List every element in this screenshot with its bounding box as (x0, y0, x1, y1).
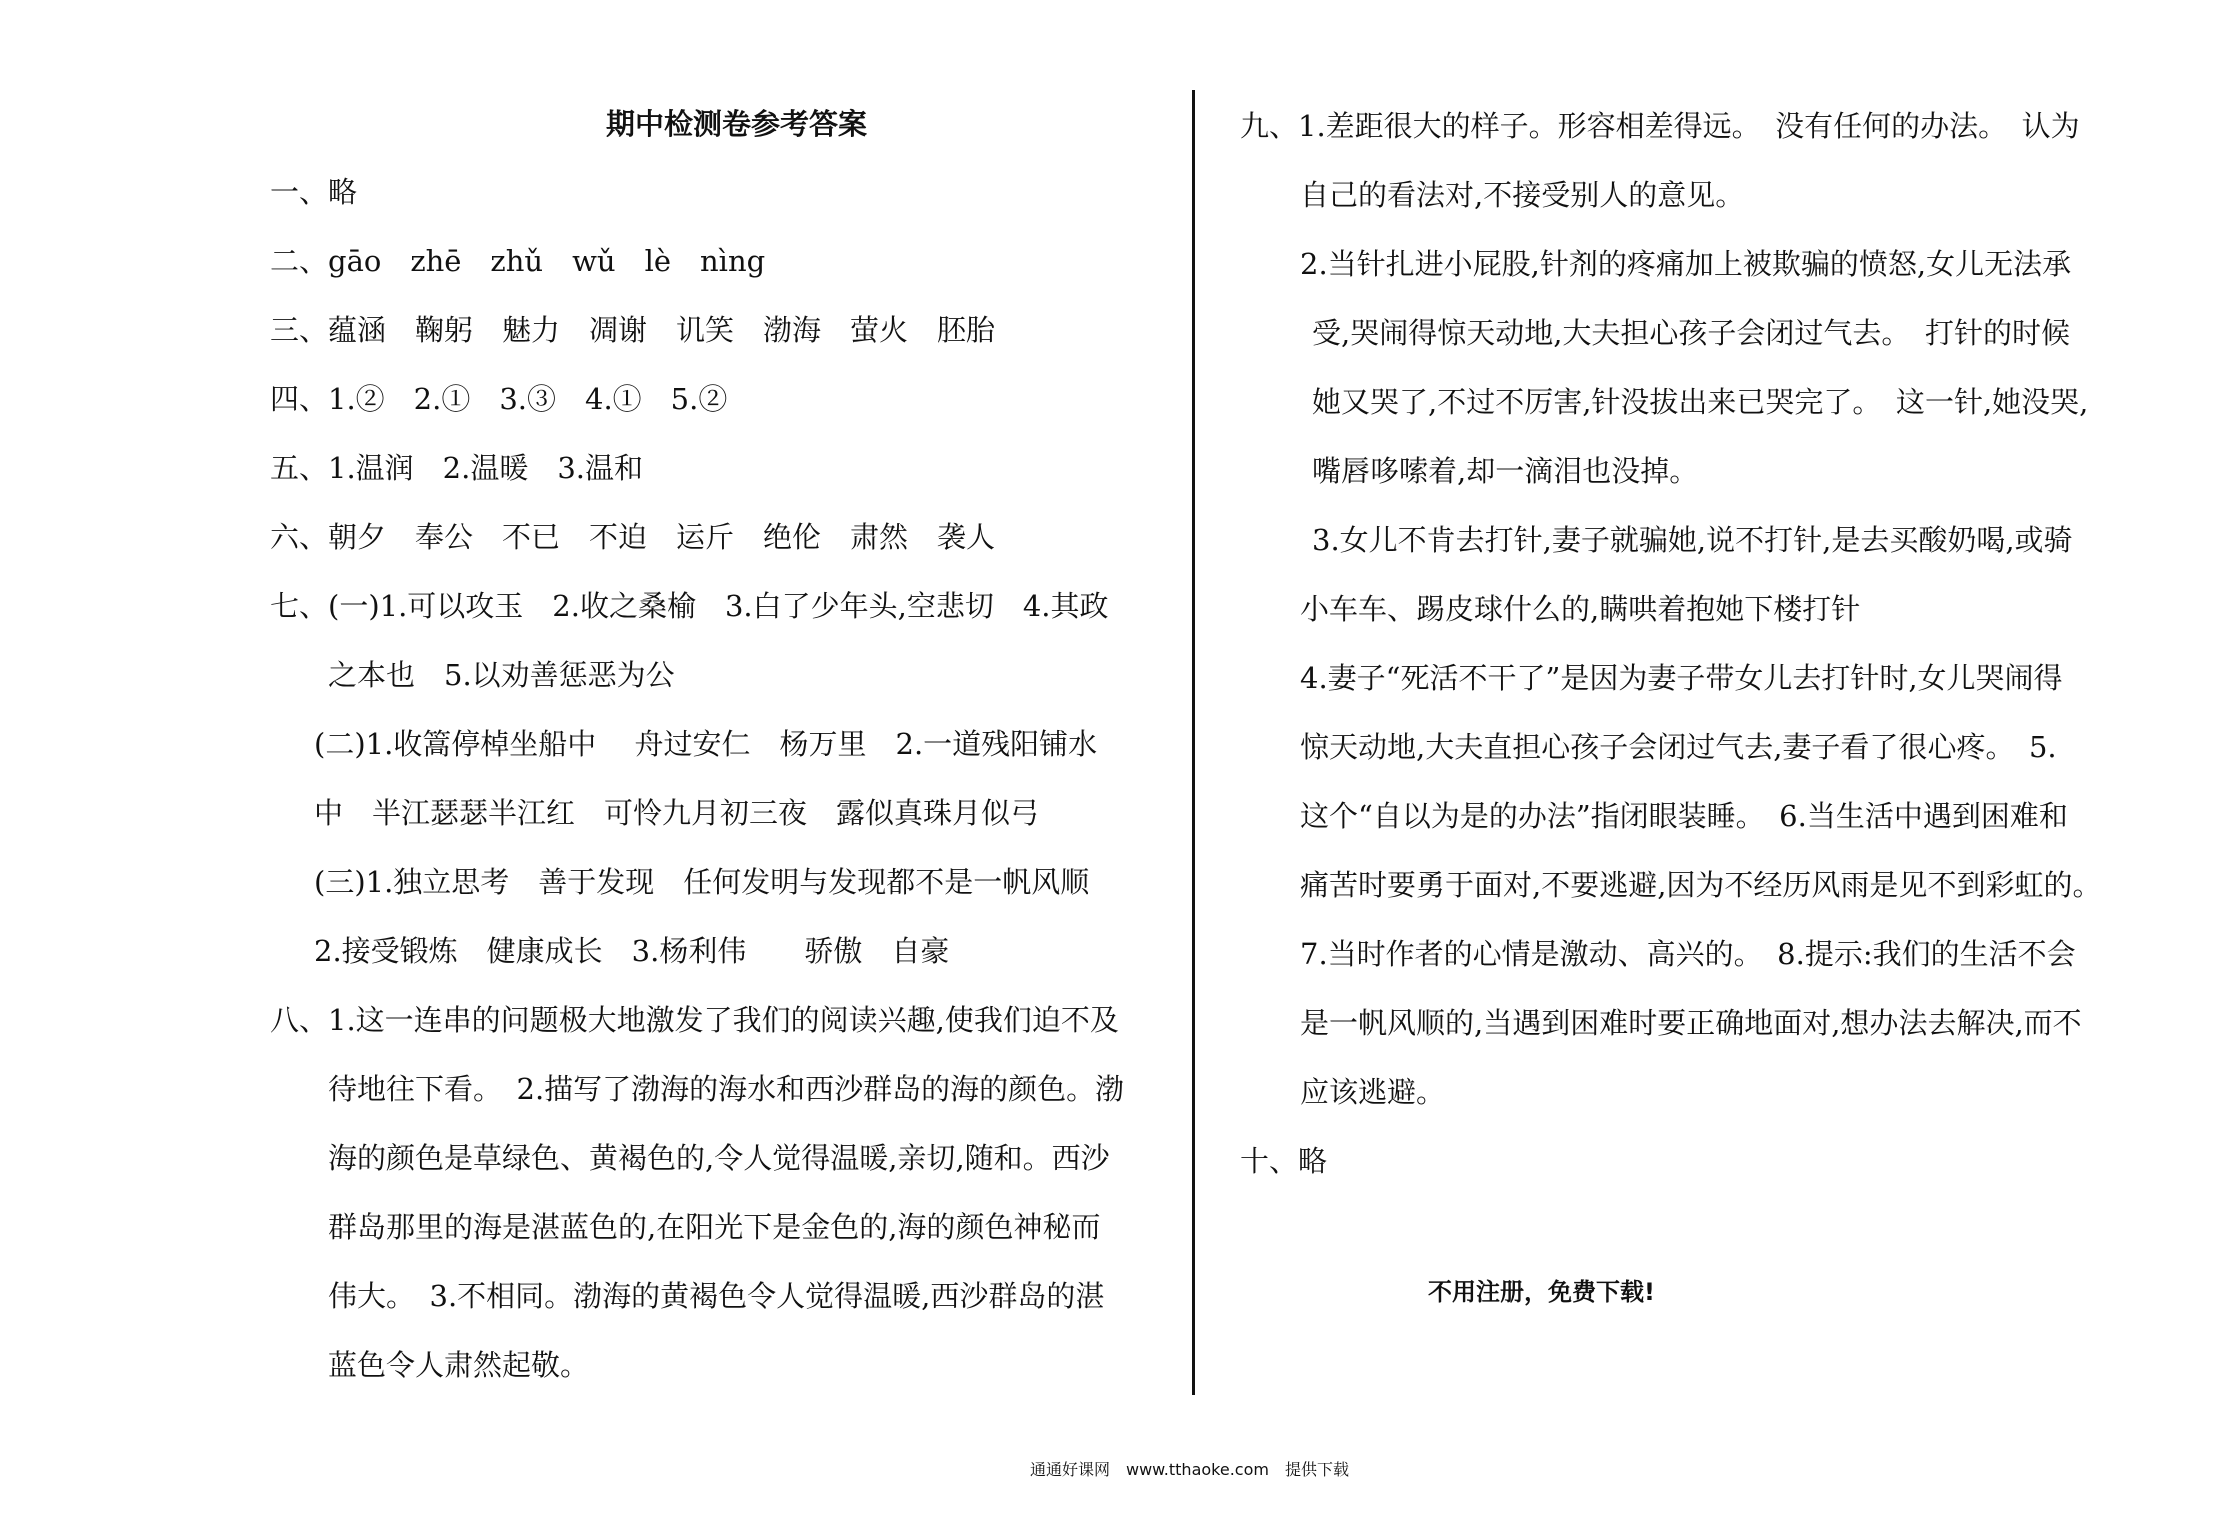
answer-line-7-cont: 之本也 5.以劝善惩恶为公 (328, 658, 675, 692)
answer-line-8-cont-1: 待地往下看。 2.描写了渤海的海水和西沙群岛的海的颜色。渤 (328, 1072, 1125, 1106)
answer-line-6: 六、朝夕 奉公 不已 不迫 运斤 绝伦 肃然 袭人 (270, 520, 996, 554)
answer-line-9: 九、1.差距很大的样子。形容相差得远。 没有任何的办法。 认为 (1240, 109, 2080, 143)
answer-line-9-4-cont: 惊天动地,大夫直担心孩子会闭过气去,妻子看了很心疼。 5. (1300, 730, 2057, 764)
answer-line-8-cont-3: 群岛那里的海是湛蓝色的,在阳光下是金色的,海的颜色神秘而 (328, 1210, 1101, 1244)
answer-line-9-3: 3.女儿不肯去打针,妻子就骗她,说不打针,是去买酸奶喝,或骑 (1312, 523, 2073, 557)
answer-line-9-2: 2.当针扎进小屁股,针剂的疼痛加上被欺骗的愤怒,女儿无法承 (1300, 247, 2072, 281)
answer-line-9-8-cont: 应该逃避。 (1300, 1075, 1446, 1109)
answer-line-9-2-cont-3: 嘴唇哆嗦着,却一滴泪也没掉。 (1312, 454, 1699, 488)
answer-line-7-2-cont: 中 半江瑟瑟半江红 可怜九月初三夜 露似真珠月似弓 (314, 796, 1040, 830)
column-divider (1192, 90, 1195, 1395)
answer-line-9-8: 是一帆风顺的,当遇到困难时要正确地面对,想办法去解决,而不 (1300, 1006, 2082, 1040)
answer-line-8-cont-4: 伟大。 3.不相同。渤海的黄褐色令人觉得温暖,西沙群岛的湛 (328, 1279, 1105, 1313)
answer-line-9-3-cont: 小车车、踢皮球什么的,瞒哄着抱她下楼打针 (1300, 592, 1861, 626)
answer-line-9-7: 7.当时作者的心情是激动、高兴的。 8.提示:我们的生活不会 (1300, 937, 2076, 971)
answer-line-2: 二、gāo zhē zhǔ wǔ lè nìng (270, 244, 766, 278)
answer-line-4: 四、1.② 2.① 3.③ 4.① 5.② (270, 382, 728, 416)
answer-line-7-3-cont: 2.接受锻炼 健康成长 3.杨利伟 骄傲 自豪 (314, 934, 950, 968)
answer-line-8-cont-2: 海的颜色是草绿色、黄褐色的,令人觉得温暖,亲切,随和。西沙 (328, 1141, 1110, 1175)
answer-line-3: 三、蕴涵 鞠躬 魅力 凋谢 讥笑 渤海 萤火 胚胎 (270, 313, 996, 347)
answer-line-7-2: (二)1.收篙停棹坐船中 舟过安仁 杨万里 2.一道残阳铺水 (314, 727, 1098, 761)
page-footer: 通通好课网 www.tthaoke.com 提供下载 (1030, 1460, 1349, 1479)
download-note: 不用注册，免费下载! (1428, 1278, 1655, 1306)
answer-line-9-cont: 自己的看法对,不接受别人的意见。 (1300, 178, 1745, 212)
answer-line-1: 一、略 (270, 175, 358, 209)
answer-line-7-3: (三)1.独立思考 善于发现 任何发明与发现都不是一帆风顺 (314, 865, 1090, 899)
answer-line-9-2-cont-2: 她又哭了,不过不厉害,针没拔出来已哭完了。 这一针,她没哭, (1312, 385, 2089, 419)
answer-line-10: 十、略 (1240, 1144, 1328, 1178)
answer-line-8-cont-5: 蓝色令人肃然起敬。 (328, 1348, 590, 1382)
answer-line-7: 七、(一)1.可以攻玉 2.收之桑榆 3.白了少年头,空悲切 4.其政 (270, 589, 1109, 623)
answer-line-9-2-cont-1: 受,哭闹得惊天动地,大夫担心孩子会闭过气去。 打针的时候 (1312, 316, 2070, 350)
answer-line-9-5: 这个“自以为是的办法”指闭眼装睡。 6.当生活中遇到困难和 (1300, 799, 2068, 833)
answer-line-9-6: 痛苦时要勇于面对,不要逃避,因为不经历风雨是见不到彩虹的。 (1300, 868, 2102, 902)
page-title: 期中检测卷参考答案 (606, 107, 868, 141)
answer-line-9-4: 4.妻子“死活不干了”是因为妻子带女儿去打针时,女儿哭闹得 (1300, 661, 2063, 695)
answer-line-8: 八、1.这一连串的问题极大地激发了我们的阅读兴趣,使我们迫不及 (270, 1003, 1119, 1037)
answer-line-5: 五、1.温润 2.温暖 3.温和 (270, 451, 644, 485)
